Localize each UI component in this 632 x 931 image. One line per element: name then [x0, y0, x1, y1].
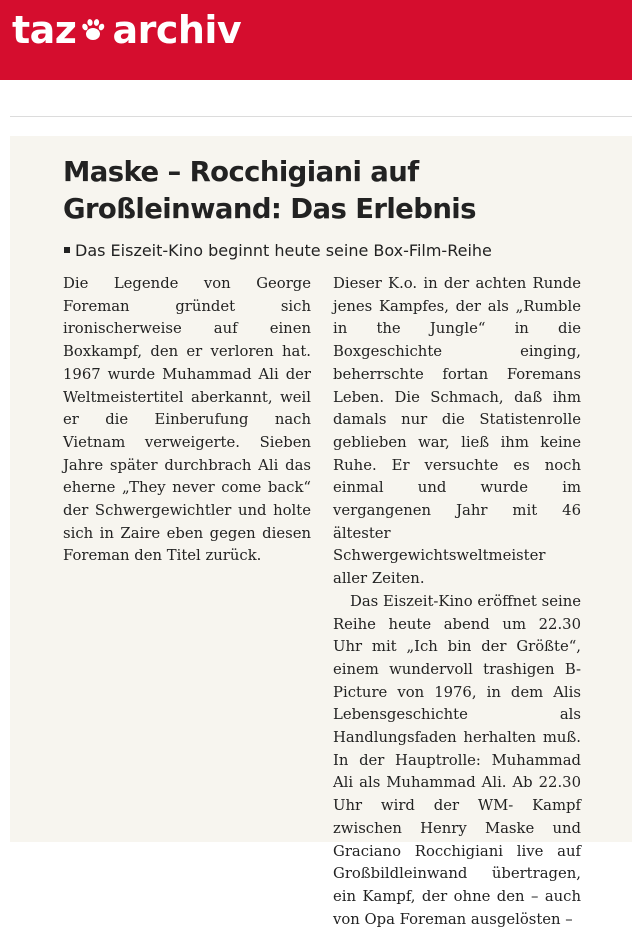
taz-archiv-logo[interactable] [12, 8, 241, 52]
bullet-icon [64, 247, 70, 253]
subtitle-text: Das Eiszeit-Kino beginnt heute seine Box-Film-Reihe [75, 241, 492, 260]
article-paragraph: Das Eiszeit-Kino eröffnet seine Reihe heute abend um 22.30 Uhr mit „Ich bin der Größte“, einem wundervoll trashigen B-Picture von 1976, in dem Alis Lebensgeschichte als Handlungsfaden herhalten muß. In der Hauptrolle: Muhammad Ali als Muhammad Ali. Ab 22.30 Uhr wird der WM- Kampf zwischen Henry Maske und Graciano Rocchigiani live auf Großbildleinwand übertragen, ein Kampf, der ohne den – auch von Opa Foreman ausgelösten – [333, 592, 581, 928]
article-column-2 [333, 273, 581, 931]
logo-archiv-text: archiv [112, 8, 242, 52]
article-column-1 [63, 273, 311, 568]
article-subtitle [63, 240, 603, 262]
site-header [0, 0, 632, 80]
divider [10, 116, 632, 117]
article-paragraph: Dieser K.o. in der achten Runde jenes Kampfes, der als „Rumble in the Jungle“ in die Boxgeschichte einging, beherrschte fortan Foremans Leben. Die Schmach, daß ihm damals nur die Statistenrolle geblieben war, ließ ihm keine Ruhe. Er versuchte es noch einmal und wurde im vergangenen Jahr mit 46 ältester Schwergewichtsweltmeister aller Zeiten. [333, 275, 581, 588]
logo-taz-text: taz [12, 8, 77, 52]
article-paragraph: Die Legende von George Foreman gründet sich ironischerweise auf einen Boxkampf, den er verloren hat. 1967 wurde Muhammad Ali der Weltmeistertitel aberkannt, weil er die Einberufung nach Vietnam verweigerte. Sieben Jahre später durchbrach Ali das eherne „They never come back“ der Schwergewichtler und holte sich in Zaire eben gegen diesen Foreman den Titel zurück. [63, 275, 311, 565]
paw-icon [80, 17, 106, 43]
article-title: Maske – Rocchigiani auf Großleinwand: Das Erlebnis [63, 156, 476, 225]
